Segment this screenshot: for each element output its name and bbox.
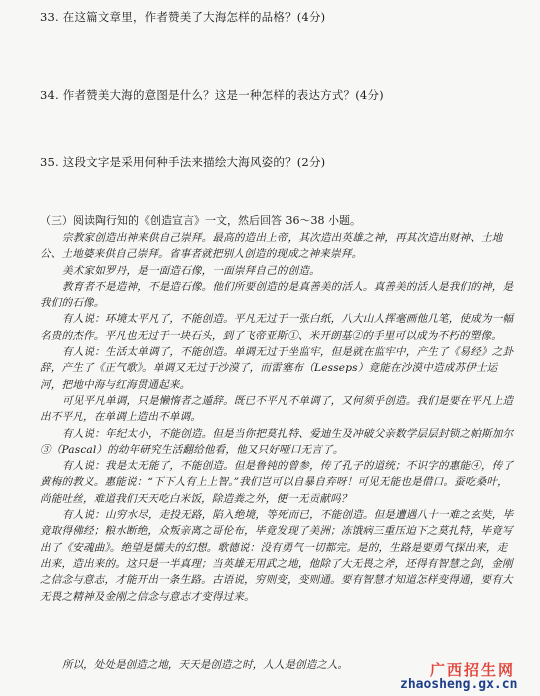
paragraph: 有人说：我是太无能了，不能创造。但是鲁钝的曾参，传了孔子的道统；不识字的惠能④，传了黄梅的教义。惠能说：“下下人有上上智。”我们岂可以自暴自弃呀！可见无能也是借口。蚕吃桑叶，尚能吐丝，难道我们天天吃白米饭，除造粪之外，便一无贡献吗？ [40,460,514,505]
question-34: 34. 作者赞美大海的意图是什么？这是一种怎样的表达方式？(4分) [40,88,384,102]
paragraph: 有人说：山穷水尽，走投无路，陷入绝境，等死而已，不能创造。但是遭遇八十一难之玄奘，毕竟取得佛经；粮水断绝，众叛亲离之哥伦布，毕竟发现了美洲；冻饿病三重压迫下之莫扎特，毕竟写出了《安魂曲》。绝望是懦夫的幻想。歌德说：没有勇气一切都完。是的，生路是要勇气探出来，走出来，造出来的。这只是一半真理；当英雄无用武之地，他除了大无畏之斧，还得有智慧之剑，金刚之信念与意志，才能开出一条生路。古语说，穷则变，变则通。要有智慧才知道怎样变得通，要有大无畏之精神及金刚之信念与意志才变得过来。 [40,509,514,603]
paragraph: 有人说：生活太单调了，不能创造。单调无过于坐监牢，但是就在监牢中，产生了《易经》之卦辞，产生了《正气歌》。单调又无过于沙漠了，而雷塞布（Lesseps）竟能在沙漠中造成苏伊士运河，把地中海与红海贯通起来。 [40,346,514,391]
question-33: 33. 在这篇文章里，作者赞美了大海怎样的品格？(4分) [40,10,326,24]
watermark-site-name: 广西招生网 [430,661,516,679]
paragraph: 可见平凡单调，只是懒惰者之遁辞。既已不平凡不单调了，又何须乎创造。我们是要在平凡上造出不平凡，在单调上造出不单调。 [40,394,514,424]
paragraph: 有人说：环境太平凡了，不能创造。平凡无过于一张白纸，八大山人挥毫画他几笔，使成为一幅名贵的杰作。平凡也无过于一块石头，到了飞帝亚斯①、米开朗基②的手里可以成为不朽的塑像。 [40,313,514,342]
paragraph: 美术家如罗丹，是一面造石像，一面崇拜自己的创造。 [62,264,320,277]
paragraph: 教育者不是造神，不是造石像。他们所要创造的是真善美的活人。真善美的活人是我们的神，是我们的石像。 [40,280,514,310]
question-35: 35. 这段文字是采用何种手法来描绘大海风姿的？(2分) [40,155,326,169]
section-heading: （三）阅读陶行知的《创造宣言》一文，然后回答 36～38 小题。 [40,214,361,227]
watermark-url: zhaosheng.gx.cn [400,677,518,692]
closing-line: 所以，处处是创造之地，天天是创造之时，人人是创造之人。 [62,659,349,671]
reading-passage [40,230,518,605]
paragraph: 有人说：年纪太小，不能创造。但是当你把莫扎特、爱迪生及冲破父亲数学层层封锁之帕斯加尔③（Pascal）的幼年研究生活翻给他看，他又只好哑口无言了。 [40,427,514,456]
paragraph: 宗教家创造出神来供自己崇拜。最高的造出上帝，其次造出英雄之神，再其次造出财神、土地公、土地婆来供自己崇拜。省事者就把别人创造的现成之神来崇拜。 [40,232,503,261]
